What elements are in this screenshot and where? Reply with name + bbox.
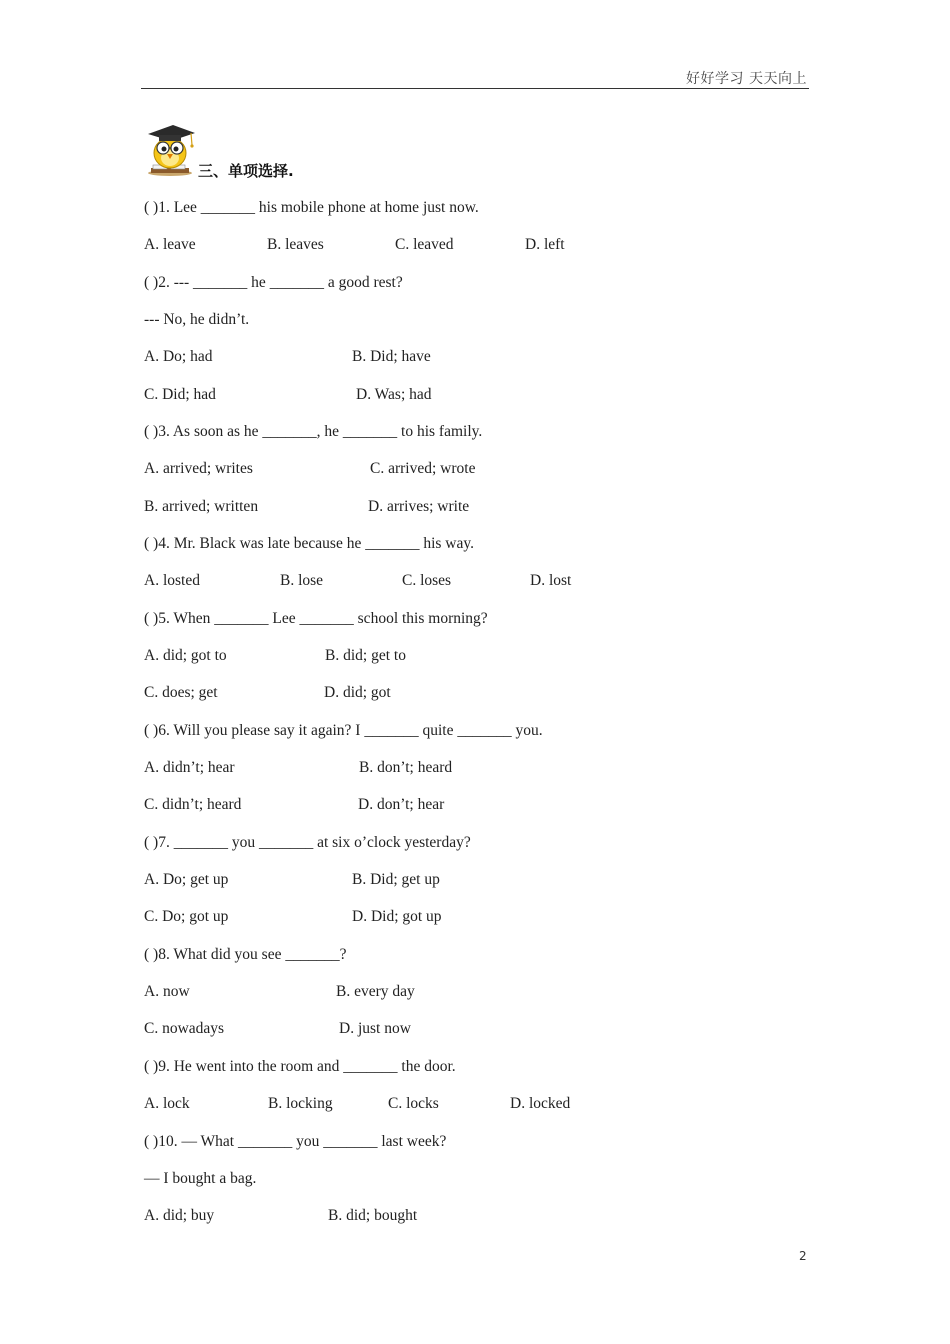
- section-title: 三、单项选择.: [198, 162, 294, 180]
- q2-option-d: D. Was; had: [356, 386, 432, 403]
- q5-option-a: A. did; got to: [144, 647, 227, 664]
- q6-option-d: D. don’t; hear: [358, 796, 445, 813]
- q3-option-a: A. arrived; writes: [144, 460, 253, 477]
- q8-option-d: D. just now: [339, 1020, 411, 1037]
- q5-option-c: C. does; get: [144, 684, 218, 701]
- q1-option-c: C. leaved: [395, 236, 454, 253]
- question-3-stem: ( )3. As soon as he _______, he _______ to his family.: [144, 423, 483, 440]
- q9-option-c: C. locks: [388, 1095, 439, 1112]
- q6-option-b: B. don’t; heard: [359, 759, 453, 776]
- header-motto: 好好学习 天天向上: [686, 71, 807, 87]
- q2-option-c: C. Did; had: [144, 386, 216, 403]
- question-4-stem: ( )4. Mr. Black was late because he _______ his way.: [144, 535, 475, 552]
- q5-option-d: D. did; got: [324, 684, 391, 701]
- q7-option-c: C. Do; got up: [144, 908, 229, 925]
- q3-option-b: B. arrived; written: [144, 498, 259, 515]
- header-divider: [141, 88, 809, 89]
- question-2-reply: --- No, he didn’t.: [144, 311, 250, 328]
- question-1-stem: ( )1. Lee _______ his mobile phone at home just now.: [144, 199, 479, 216]
- question-5-stem: ( )5. When _______ Lee _______ school this morning?: [144, 610, 488, 627]
- q9-option-a: A. lock: [144, 1095, 190, 1112]
- question-9-stem: ( )9. He went into the room and _______ the door.: [144, 1058, 456, 1075]
- q9-option-b: B. locking: [268, 1095, 333, 1112]
- q10-option-a: A. did; buy: [144, 1207, 215, 1224]
- q1-option-a: A. leave: [144, 236, 196, 253]
- q4-option-d: D. lost: [530, 572, 572, 589]
- q8-option-c: C. nowadays: [144, 1020, 225, 1037]
- q3-option-c: C. arrived; wrote: [370, 460, 476, 477]
- q3-option-d: D. arrives; write: [368, 498, 470, 515]
- q7-option-b: B. Did; get up: [352, 871, 440, 888]
- q2-option-b: B. Did; have: [352, 348, 431, 365]
- q1-option-b: B. leaves: [267, 236, 324, 253]
- question-8-stem: ( )8. What did you see _______?: [144, 946, 347, 963]
- question-6-stem: ( )6. Will you please say it again? I _______ quite _______ you.: [144, 722, 543, 739]
- q7-option-d: D. Did; got up: [352, 908, 442, 925]
- q6-option-c: C. didn’t; heard: [144, 796, 242, 813]
- q8-option-b: B. every day: [336, 983, 415, 1000]
- q4-option-c: C. loses: [402, 572, 452, 589]
- q5-option-b: B. did; get to: [325, 647, 406, 664]
- q2-option-a: A. Do; had: [144, 348, 213, 365]
- q6-option-a: A. didn’t; hear: [144, 759, 235, 776]
- q9-option-d: D. locked: [510, 1095, 571, 1112]
- q4-option-a: A. losted: [144, 572, 200, 589]
- q4-option-b: B. lose: [280, 572, 324, 589]
- question-10-reply: — I bought a bag.: [144, 1170, 257, 1187]
- q10-option-b: B. did; bought: [328, 1207, 418, 1224]
- q7-option-a: A. Do; get up: [144, 871, 229, 888]
- page-number: 2: [799, 1249, 807, 1263]
- owl-graduate-icon: [143, 121, 197, 179]
- question-10-stem: ( )10. — What _______ you _______ last week?: [144, 1133, 447, 1150]
- q1-option-d: D. left: [525, 236, 565, 253]
- q8-option-a: A. now: [144, 983, 190, 1000]
- question-7-stem: ( )7. _______ you _______ at six o’clock yesterday?: [144, 834, 471, 851]
- question-2-stem: ( )2. --- _______ he _______ a good rest?: [144, 274, 403, 291]
